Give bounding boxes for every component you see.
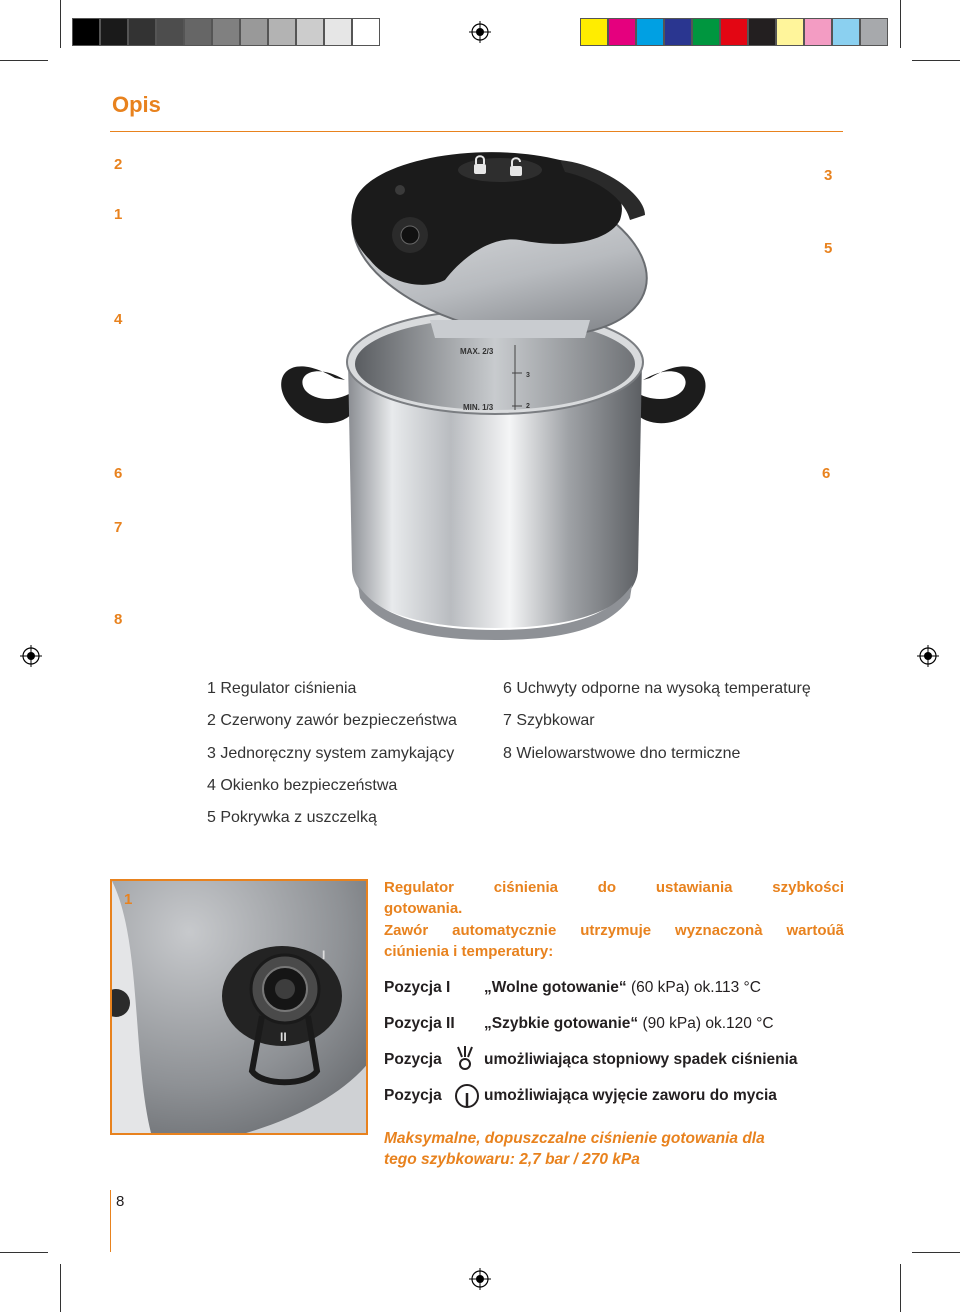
gray-swatch [324,18,352,46]
position-label: Pozycja [384,1051,442,1068]
color-swatch [804,18,832,46]
pressure-cooker-illustration [260,140,730,660]
callout-number: 1 [114,206,123,223]
color-swatch [720,18,748,46]
scale-tick-label: 2 [526,403,530,410]
page-title: Opis [112,92,161,117]
color-swatch [860,18,888,46]
gray-swatch [156,18,184,46]
legend-item: 1 Regulator ciśnienia [207,680,357,697]
svg-text:I: I [322,948,326,962]
callout-number: 5 [824,240,833,257]
callout-number: 6 [114,465,123,482]
lock-icon [474,164,486,174]
unlock-icon [510,166,522,176]
gray-swatch [240,18,268,46]
crop-mark [900,1264,901,1312]
registration-mark-icon [469,21,491,43]
page-number: 8 [116,1193,125,1210]
crop-mark [60,0,61,48]
position-label: Pozycja [384,1087,442,1104]
crop-mark [0,60,48,61]
legend-item: 2 Czerwony zawór bezpieczeństwa [207,712,457,729]
color-swatch [580,18,608,46]
color-swatch [748,18,776,46]
legend-item: 7 Szybkowar [503,712,595,729]
gray-swatch [352,18,380,46]
color-swatch [692,18,720,46]
registration-mark-icon [20,645,42,667]
color-swatch [636,18,664,46]
regulator-detail-photo [110,879,368,1135]
gray-swatch [72,18,100,46]
title-rule [110,131,843,132]
position-label: Pozycja II [384,1015,455,1032]
detail-description-line: Zawór automatycznie utrzymuje wyznaczonà wartoúã [384,922,844,939]
legend-item: 4 Okienko bezpieczeństwa [207,777,398,794]
gray-swatch [128,18,156,46]
callout-number: 4 [114,311,123,328]
position-mode: umożliwiająca stopniowy spadek ciśnienia [484,1051,798,1068]
callout-number: 6 [822,465,831,482]
color-swatch [832,18,860,46]
position-mode: „Wolne gotowanie“ [484,979,627,996]
right-handle [633,366,706,423]
steam-release-icon [454,1045,476,1073]
callout-number: 7 [114,519,123,536]
position-spec: (60 kPa) ok.113 °C [626,979,761,996]
gray-swatch [296,18,324,46]
detail-description-line: Regulator ciśnienia do ustawiania szybkości [384,879,844,896]
scale-tick-label: 3 [526,372,530,379]
callout-number: 3 [824,167,833,184]
position-mode: umożliwiająca wyjęcie zaworu do mycia [484,1087,777,1104]
position-mode: „Szybkie gotowanie“ [484,1015,639,1032]
max-pressure-note: tego szybkowaru: 2,7 bar / 270 kPa [384,1151,640,1168]
color-swatch [776,18,804,46]
crop-mark [60,1264,61,1312]
scale-min-label: MIN. 1/3 [463,403,494,412]
detail-description-line: ciúnienia i temperatury: [384,943,554,960]
crop-mark [0,1252,48,1253]
left-handle [281,366,355,423]
registration-mark-icon [917,645,939,667]
crop-mark [912,60,960,61]
crop-mark [912,1252,960,1253]
svg-text:II: II [280,1030,287,1044]
position-spec: (90 kPa) ok.120 °C [638,1015,774,1032]
callout-number: 8 [114,611,123,628]
color-swatch [664,18,692,46]
regulator-closeup-illustration [112,881,368,1135]
scale-max-label: MAX. 2/3 [460,347,494,356]
color-swatch [608,18,636,46]
legend-item: 3 Jednoręczny system zamykający [207,745,455,762]
callout-number: 2 [114,156,123,173]
position-label: Pozycja I [384,979,451,996]
detail-description-line: gotowania. [384,900,463,917]
legend-item: 8 Wielowarstwowe dno termiczne [503,745,741,762]
registration-mark-icon [469,1268,491,1290]
gray-swatch [212,18,240,46]
gray-swatch [100,18,128,46]
legend-item: 5 Pokrywka z uszczelką [207,809,377,826]
gray-swatch [268,18,296,46]
footer-rule [110,1190,111,1252]
open-valve-icon [454,1083,480,1109]
detail-badge: 1 [124,891,133,908]
crop-mark [900,0,901,48]
max-pressure-note: Maksymalne, dopuszczalne ciśnienie gotowania dla [384,1130,765,1147]
legend-item: 6 Uchwyty odporne na wysoką temperaturę [503,680,811,697]
safety-valve [395,185,405,195]
gray-swatch [184,18,212,46]
